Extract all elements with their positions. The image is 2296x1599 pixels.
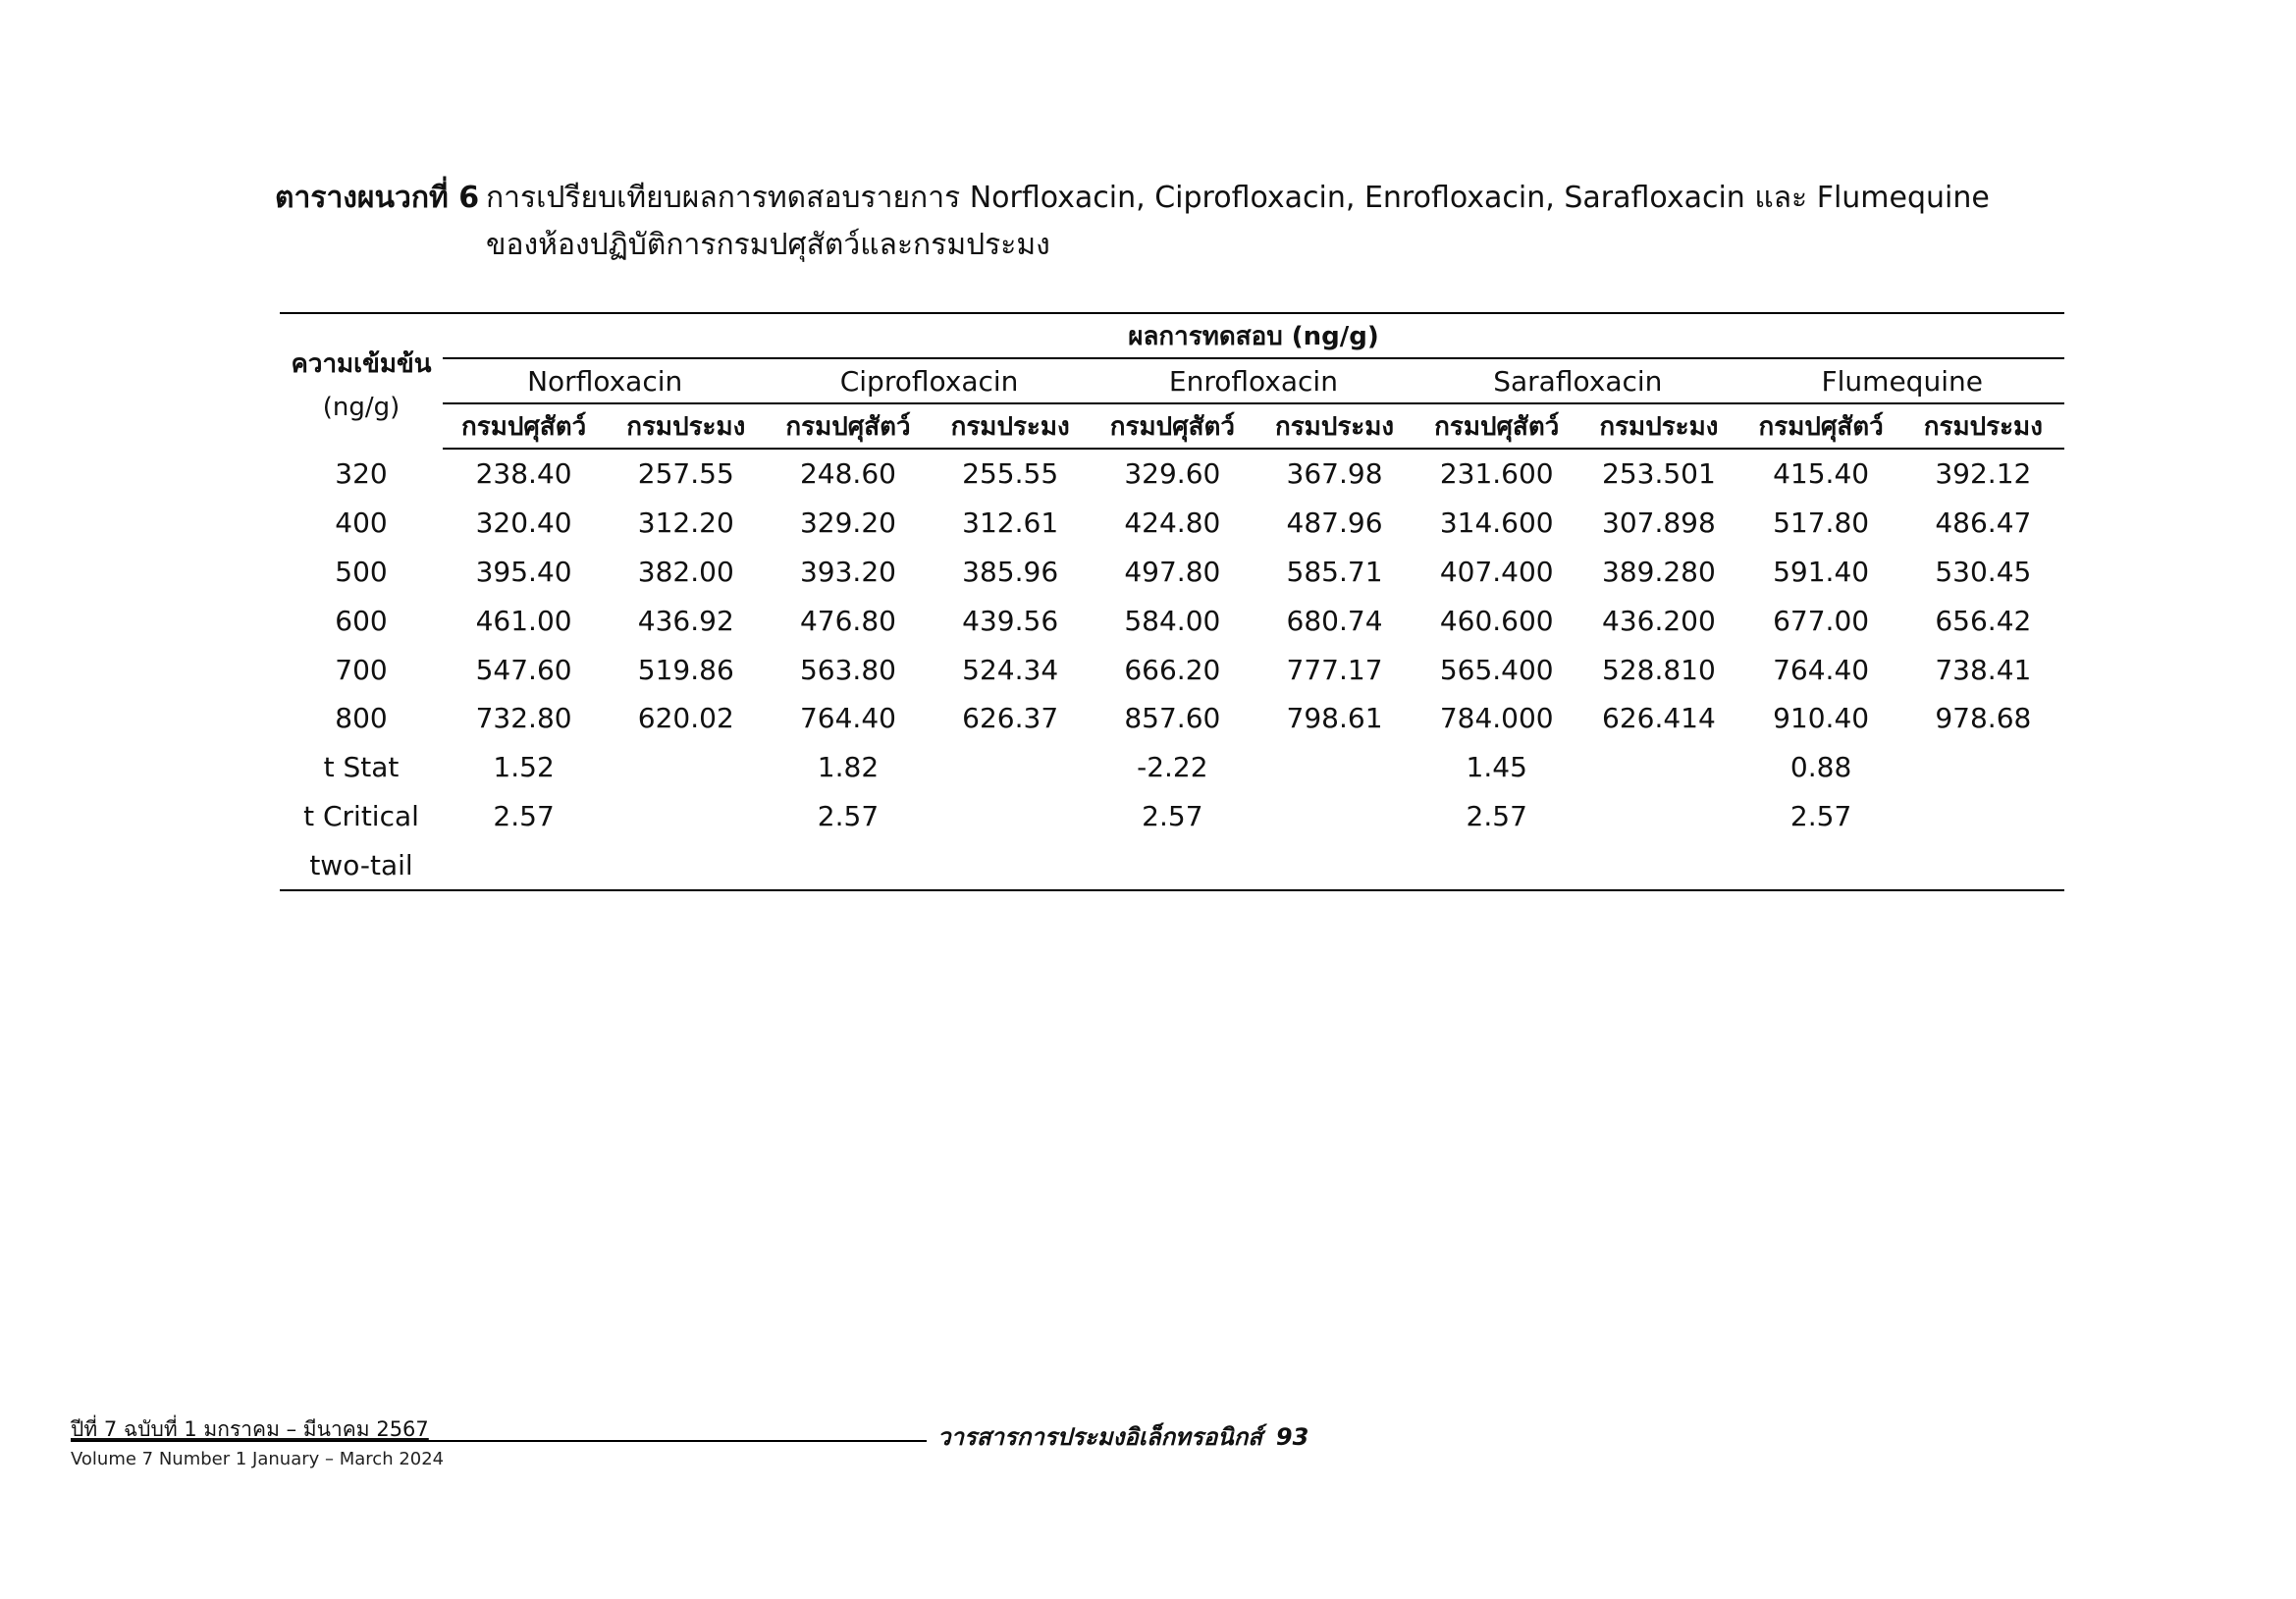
table-cell: 1.82 (817, 751, 880, 784)
table-cell: 486.47 (1935, 506, 2032, 540)
table-cell: 585.71 (1286, 555, 1383, 588)
table-cell: 2.57 (493, 799, 555, 832)
table-cell: 517.80 (1773, 506, 1870, 540)
table-cell: 857.60 (1124, 702, 1221, 735)
drug-header: Norfloxacin (443, 358, 767, 403)
table-cell: 385.96 (962, 555, 1059, 588)
table-cell: 563.80 (799, 653, 896, 686)
table-cell: 784.000 (1439, 702, 1554, 735)
table-cell: 530.45 (1935, 555, 2032, 588)
lab-header: กรมปศุสัตว์ (1092, 403, 1254, 449)
table-cell (1902, 792, 2064, 841)
table-cell: 231.600 (1439, 457, 1554, 491)
table-cell: 680.74 (1286, 604, 1383, 637)
concentration-header-unit: (ng/g) (322, 392, 400, 422)
table-row (280, 645, 2064, 694)
table-cell: 329.60 (1124, 457, 1221, 491)
row-label: two-tail (280, 840, 443, 890)
footer-issue-english: Volume 7 Number 1 January – March 2024 (71, 1449, 445, 1469)
footer-issue-thai: ปีที่ 7 ฉบับที่ 1 มกราคม – มีนาคม 2567 (71, 1417, 429, 1441)
table-cell: 476.80 (799, 604, 896, 637)
table-cell: 424.80 (1124, 506, 1221, 540)
table-cell: 2.57 (1789, 799, 1852, 832)
table-cell: 732.80 (475, 702, 572, 735)
table-cell: 393.20 (799, 555, 896, 588)
table-cell: 620.02 (637, 702, 734, 735)
lab-header: กรมประมง (1577, 403, 1739, 449)
concentration-header (280, 313, 443, 449)
row-label: 320 (335, 456, 388, 490)
table-row (280, 840, 2064, 890)
table-cell: 307.898 (1602, 506, 1716, 540)
table-cell (1254, 792, 1415, 841)
table-cell: 312.20 (637, 506, 734, 540)
table-cell (1577, 743, 1739, 792)
table-cell: 656.42 (1935, 604, 2032, 637)
table-row (280, 694, 2064, 743)
table-cell: 777.17 (1286, 653, 1383, 686)
table-cell (1415, 840, 1577, 890)
row-label: 800 (335, 702, 388, 735)
table-cell (443, 840, 605, 890)
caption-title-line-1: การเปรียบเทียบผลการทดสอบรายการ Norfloxacin, Ciprofloxacin, Enrofloxacin, Sarafloxacin และ Flumequine (486, 181, 1990, 215)
table-cell: 519.86 (637, 653, 734, 686)
footer-divider (71, 1440, 927, 1442)
footer-journal-name: วารสารการประมงอิเล็กทรอนิกส์ (937, 1423, 1262, 1451)
drug-header: Flumequine (1740, 358, 2065, 403)
table-cell: 764.40 (1773, 653, 1870, 686)
table-cell: 461.00 (475, 604, 572, 637)
table-cell (1902, 840, 2064, 890)
table-cell (1577, 840, 1739, 890)
row-label: 700 (335, 653, 388, 686)
table-cell: 382.00 (637, 555, 734, 588)
table-cell: 2.57 (817, 799, 880, 832)
table-cell: 395.40 (475, 555, 572, 588)
row-label: 500 (335, 555, 388, 588)
table-cell (1902, 743, 2064, 792)
table-row (280, 548, 2064, 597)
table-cell: 798.61 (1286, 702, 1383, 735)
table-cell: 392.12 (1935, 457, 2032, 491)
table-row (280, 499, 2064, 548)
table-cell: 320.40 (475, 506, 572, 540)
table-cell: 238.40 (475, 457, 572, 491)
table-cell: 626.414 (1602, 702, 1716, 735)
table-cell: 910.40 (1773, 702, 1870, 735)
table-cell: 524.34 (962, 653, 1059, 686)
table-cell: 2.57 (1466, 799, 1527, 832)
results-table (280, 312, 2064, 891)
drug-header: Sarafloxacin (1415, 358, 1739, 403)
table-cell: 738.41 (1935, 653, 2032, 686)
table-cell: 487.96 (1286, 506, 1383, 540)
table-cell: 547.60 (475, 653, 572, 686)
table-cell (1092, 840, 1254, 890)
table-cell: 312.61 (962, 506, 1059, 540)
table-cell: 329.20 (799, 506, 896, 540)
table-cell (605, 743, 767, 792)
table-cell: 584.00 (1124, 604, 1221, 637)
table-cell: 407.400 (1439, 555, 1554, 588)
lab-header: กรมประมง (1254, 403, 1415, 449)
table-cell: 367.98 (1286, 457, 1383, 491)
table-cell: 248.60 (799, 457, 896, 491)
table-cell: 677.00 (1773, 604, 1870, 637)
row-label: t Critical (303, 799, 419, 832)
row-label: 600 (335, 604, 388, 637)
table-cell (1254, 840, 1415, 890)
table-cell (930, 743, 1092, 792)
table-cell: 497.80 (1124, 555, 1221, 588)
table-cell (930, 840, 1092, 890)
footer-journal (937, 1417, 1308, 1456)
results-header: ผลการทดสอบ (ng/g) (443, 313, 2064, 358)
table-row (280, 449, 2064, 499)
table-cell: -2.22 (1137, 751, 1208, 784)
table-cell: 436.200 (1602, 604, 1716, 637)
row-label: 400 (335, 506, 388, 540)
table-row (280, 792, 2064, 841)
table-cell (1254, 743, 1415, 792)
table-cell: 0.88 (1789, 751, 1852, 784)
table-cell: 2.57 (1142, 799, 1203, 832)
table-cell (1740, 840, 1902, 890)
table-cell: 314.600 (1439, 506, 1554, 540)
table-cell (605, 840, 767, 890)
lab-header: กรมประมง (605, 403, 767, 449)
table-cell: 460.600 (1439, 604, 1554, 637)
row-label: t Stat (323, 751, 400, 784)
lab-header: กรมปศุสัตว์ (443, 403, 605, 449)
table-cell: 528.810 (1602, 653, 1716, 686)
table-row (280, 596, 2064, 645)
drug-header: Enrofloxacin (1092, 358, 1415, 403)
table-cell (767, 840, 929, 890)
concentration-header-label: ความเข้มข้น (291, 348, 432, 379)
drug-header: Ciprofloxacin (767, 358, 1091, 403)
lab-header: กรมปศุสัตว์ (767, 403, 929, 449)
table-cell: 591.40 (1773, 555, 1870, 588)
lab-header: กรมปศุสัตว์ (1740, 403, 1902, 449)
lab-header: กรมประมง (1902, 403, 2064, 449)
table-cell: 626.37 (962, 702, 1059, 735)
table-cell: 978.68 (1935, 702, 2032, 735)
table-cell: 389.280 (1602, 555, 1716, 588)
table-cell: 257.55 (637, 457, 734, 491)
footer-page-number: 93 (1275, 1423, 1309, 1451)
table-row (280, 743, 2064, 792)
table-cell (605, 792, 767, 841)
lab-header: กรมประมง (930, 403, 1092, 449)
lab-header: กรมปศุสัตว์ (1415, 403, 1577, 449)
table-cell: 565.400 (1439, 653, 1554, 686)
table-cell: 439.56 (962, 604, 1059, 637)
table-cell: 255.55 (962, 457, 1059, 491)
table-cell: 666.20 (1124, 653, 1221, 686)
table-cell: 436.92 (637, 604, 734, 637)
caption-title-line-2: ของห้องปฏิบัติการกรมปศุสัตว์และกรมประมง (486, 228, 1050, 262)
table-cell: 253.501 (1602, 457, 1716, 491)
table-cell: 1.45 (1466, 751, 1527, 784)
table-cell: 415.40 (1773, 457, 1870, 491)
caption-label: ตารางผนวกที่ 6 (275, 181, 480, 215)
table-cell: 764.40 (799, 702, 896, 735)
table-cell (1577, 792, 1739, 841)
table-cell: 1.52 (493, 751, 555, 784)
table-cell (930, 792, 1092, 841)
